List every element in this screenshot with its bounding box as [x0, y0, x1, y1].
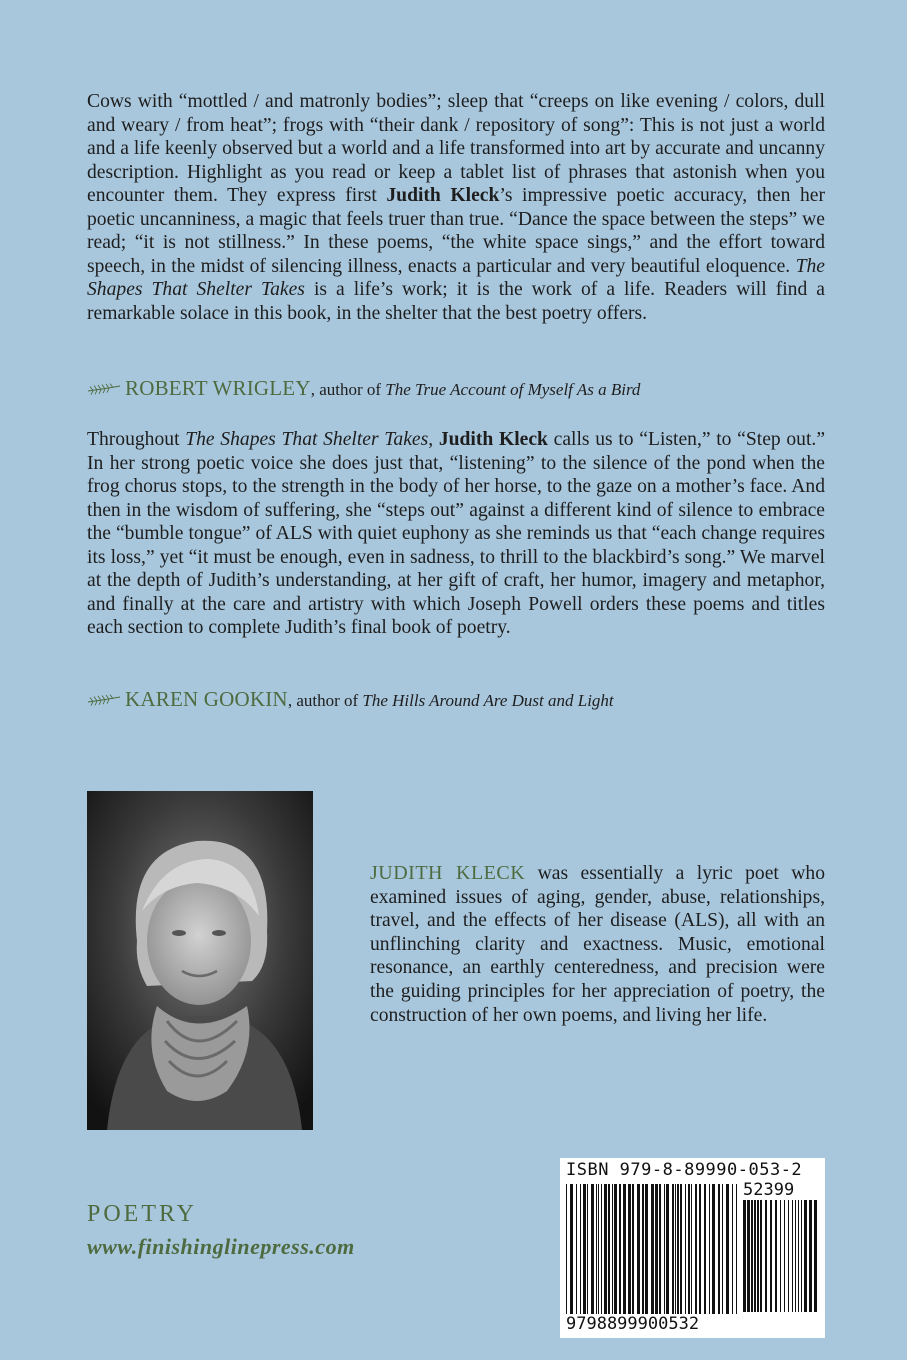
barcode-bar [751, 1200, 753, 1312]
barcode-bar [645, 1184, 648, 1314]
barcode-bar [632, 1184, 634, 1314]
barcode-bar [596, 1184, 597, 1314]
barcode-bar [680, 1184, 682, 1314]
barcode-bar [651, 1184, 654, 1314]
barcode-bar [664, 1184, 665, 1314]
ean-digits: 9798899900532 [566, 1314, 700, 1334]
barcode-bar [780, 1200, 781, 1312]
barcode-bar [691, 1184, 692, 1314]
price-code: 52399 [743, 1180, 795, 1200]
barcode-bar [601, 1184, 602, 1314]
barcode-bar [566, 1184, 567, 1314]
sprig-icon [87, 382, 121, 396]
endorsement-2-attribution [87, 687, 614, 712]
barcode-bar [718, 1184, 720, 1314]
barcode-bar [583, 1184, 586, 1314]
barcode-bar [576, 1184, 577, 1314]
addon-barcode-bars [743, 1200, 819, 1312]
barcode-bar [628, 1184, 631, 1314]
sprig-icon [87, 693, 121, 707]
barcode-bar [637, 1184, 640, 1314]
author-portrait-illustration [87, 791, 313, 1130]
barcode-bar [770, 1200, 772, 1312]
barcode-bar [608, 1184, 610, 1314]
barcode-bar [642, 1184, 644, 1314]
barcode-bar [743, 1200, 746, 1312]
barcode-bar [784, 1200, 785, 1312]
barcode-bar [775, 1200, 777, 1312]
barcode-bar [699, 1184, 701, 1314]
barcode-bar [659, 1184, 661, 1314]
category-label: POETRY [87, 1201, 198, 1227]
barcode-bar [732, 1184, 733, 1314]
barcode-bar [757, 1200, 759, 1312]
barcode-bar [788, 1200, 789, 1312]
barcode-bar [804, 1200, 807, 1312]
ean-barcode-bars [566, 1184, 738, 1314]
barcode-bar [591, 1184, 594, 1314]
barcode-bar [619, 1184, 621, 1314]
isbn-barcode [560, 1158, 825, 1338]
barcode-bar [666, 1184, 669, 1314]
author-name: JUDITH KLECK [370, 862, 526, 884]
barcode-bar [612, 1184, 613, 1314]
endorsement-2-text: Throughout The Shapes That Shelter Takes, Judith Kleck calls us to “Listen,” to “Step out.” In her strong poetic voice she does just that, “listening” to the silence of the pond when the frog chorus stops, to the strength in the body of her horse, to the gaze on a mother’s face. And then in the wisdom of suffering, she “steps out” against a different kind of silence to embrace the “bumble tongue” of ALS with quiet euphony as she reminds us that “each change requires its loss,” yet “it must be enough, even in sadness, to thrill to the blackbird’s song.” We marvel at the depth of Judith’s understanding, at her gift of craft, her humor, imagery and metaphor, and finally at the care and artistry with which Joseph Powell orders these poems and titles each section to complete Judith’s final book of poetry. [87, 429, 826, 638]
barcode-bar [809, 1200, 812, 1312]
publisher-website[interactable]: www.finishinglinepress.com [87, 1234, 355, 1259]
barcode-bar [747, 1200, 750, 1312]
barcode-bar [712, 1184, 715, 1314]
barcode-bar [798, 1200, 799, 1312]
barcode-bar [736, 1184, 737, 1314]
author-photo [87, 791, 313, 1130]
attribution-connector: , author of [310, 380, 386, 399]
barcode-bar [814, 1200, 817, 1312]
barcode-bar [598, 1184, 599, 1314]
barcode-bar [726, 1184, 729, 1314]
barcode-bar [722, 1184, 723, 1314]
barcode-bar [685, 1184, 686, 1314]
barcode-bar [570, 1184, 573, 1314]
endorsement-1-attribution [87, 376, 640, 401]
barcode-bar [688, 1184, 690, 1314]
endorser-book-title: The Hills Around Are Dust and Light [362, 691, 614, 710]
barcode-bar [623, 1184, 626, 1314]
barcode-bar [580, 1184, 581, 1314]
barcode-bar [709, 1184, 710, 1314]
author-bio [370, 862, 825, 1027]
barcode-bar [672, 1184, 674, 1314]
isbn-label: ISBN 979-8-89990-053-2 [566, 1160, 803, 1180]
endorser-book-title: The True Account of Myself As a Bird [385, 380, 641, 399]
endorsement-1-text: Cows with “mottled / and matronly bodies”; sleep that “creeps on like evening / colors, dull and weary / from heat”; frogs with “their dank / repository of song”: This is not just a world and a life keenly observed but a world and a life transformed into art by accurate and uncanny description. Highlight as you read or keep a tablet list of phrases that astonish when you encounter them. They express first Judith Kleck’s impressive poetic accuracy, then her poetic uncanniness, a magic that feels truer than true. “Dance the space between the steps” we read; “it is not stillness.” In these poems, “the white space sings,” and the effort toward speech, in the midst of silencing illness, enacts a particular and very beautiful eloquence. The Shapes That Shelter Takes is a life’s work; it is the work of a life. Readers will find a remarkable solace in this book, in the shelter that the best poetry offers. [87, 91, 825, 324]
barcode-bar [801, 1200, 802, 1312]
barcode-bar [655, 1184, 658, 1314]
barcode-bar [792, 1200, 793, 1312]
barcode-bar [760, 1200, 762, 1312]
barcode-bar [754, 1200, 756, 1312]
barcode-bar [587, 1184, 588, 1314]
barcode-bar [695, 1184, 697, 1314]
barcode-bar [765, 1200, 767, 1312]
barcode-bar [604, 1184, 607, 1314]
barcode-bar [704, 1184, 706, 1314]
barcode-bar [677, 1184, 679, 1314]
endorser-name: ROBERT WRIGLEY [125, 376, 311, 400]
attribution-connector: , author of [287, 691, 363, 710]
barcode-bar [795, 1200, 796, 1312]
endorser-name: KAREN GOOKIN [125, 687, 288, 711]
barcode-bar [614, 1184, 617, 1314]
barcode-bar [675, 1184, 676, 1314]
author-bio-text: was essentially a lyric poet who examined issues of aging, gender, abuse, relationships, travel, and the effects of her disease (ALS), all with an unflinching clarity and exactness. Music, emotional resonance, an earthly centeredness, and precision were the guiding principles for her appreciation of poetry, the construction of her own poems, and living her life. [370, 863, 825, 1026]
